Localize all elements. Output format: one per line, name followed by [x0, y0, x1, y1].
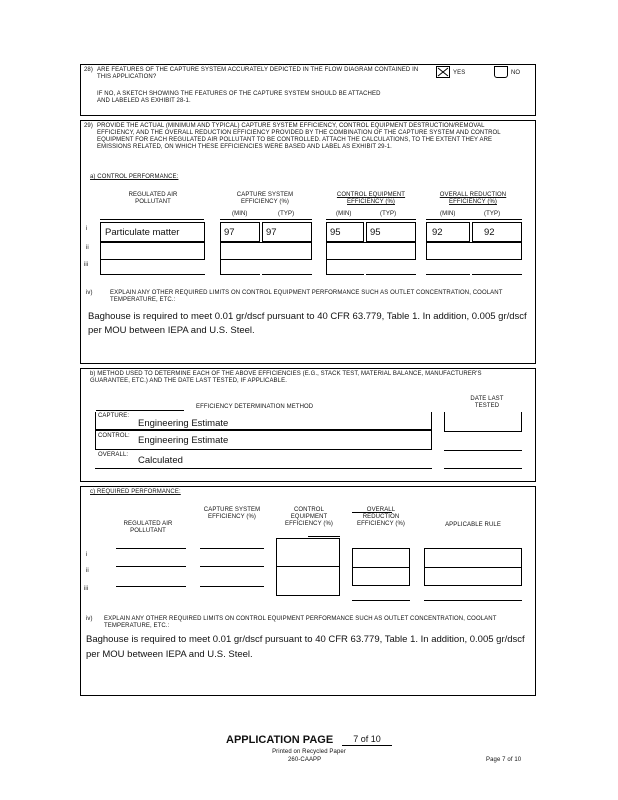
c-row-iii-pollutant[interactable] [116, 586, 186, 587]
row-iii-label: iii [84, 262, 89, 268]
row-iii-ovr-min[interactable] [426, 274, 470, 275]
ovr-min-header: (MIN) [440, 211, 456, 217]
date-last-tested-header: DATE LAST TESTED [470, 396, 504, 409]
q28-number: 28) [84, 67, 93, 73]
ctl-min-header: (MIN) [336, 211, 352, 217]
b-heading: b) METHOD USED TO DETERMINE EACH OF THE ABOVE EFFICIENCIES (E.G., STACK TEST, MATERIAL BALANCE, MANUFACTURER'S GUARANTEE, ETC.) AND THE DATE LAST TESTED, IF APPLICABLE. [90, 371, 482, 384]
a-iv-text: EXPLAIN ANY OTHER REQUIRED LIMITS ON CONTROL EQUIPMENT PERFORMANCE SUCH AS OUTLET CONCENTRATION, COOLANT TEMPERATURE, ETC.: [110, 290, 503, 303]
no-checkbox[interactable] [494, 66, 508, 78]
row-i-ovr-typ-value: 92 [484, 227, 495, 238]
row-iii-ovr-typ[interactable] [472, 274, 522, 275]
control-performance-heading: a) CONTROL PERFORMANCE: [90, 174, 179, 180]
c-iv-label: iv) [86, 616, 93, 622]
c-row-i-pollutant[interactable] [116, 548, 186, 549]
q28-question: ARE FEATURES OF THE CAPTURE SYSTEM ACCURATELY DEPICTED IN THE FLOW DIAGRAM CONTAINED IN THIS APPLICATION? [97, 67, 419, 80]
c-row-ii-rule[interactable] [424, 568, 522, 586]
row-i-label: i [86, 226, 88, 232]
control-label: CONTROL: [98, 433, 130, 439]
c-row-ii-label: ii [86, 568, 89, 574]
method-header: EFFICIENCY DETERMINATION METHOD [196, 404, 314, 410]
a-iv-label: iv) [86, 290, 93, 296]
form-id: 260-CAAPP [288, 757, 322, 763]
capture-method-value: Engineering Estimate [138, 418, 229, 429]
overall-date-field[interactable] [444, 468, 522, 469]
row-ii-label: ii [86, 245, 89, 251]
c-iv-answer: Baghouse is required to meet 0.01 gr/dscf pursuant to 40 CFR 63.779, Table 1. In addition, 0.005 gr/dscf per MOU between IEPA and U.S. Steel. [86, 634, 525, 660]
printed-on-recycled: Printed on Recycled Paper [272, 749, 346, 755]
q28-if-no: IF NO, A SKETCH SHOWING THE FEATURES OF THE CAPTURE SYSTEM SHOULD BE ATTACHED AND LABELED AS EXHIBIT 28-1. [97, 91, 381, 104]
c-pollutant-header: REGULATED AIR POLLUTANT [123, 521, 173, 534]
row-ii-cap[interactable] [220, 242, 312, 260]
ctl-typ-header: (TYP) [380, 211, 397, 217]
row-iii-ctl-typ[interactable] [366, 274, 416, 275]
pollutant-header: REGULATED AIR POLLUTANT [128, 192, 178, 205]
c-row-iii-rule[interactable] [424, 600, 522, 601]
row-iii-ctl-min[interactable] [326, 274, 364, 275]
row-ii-ctl[interactable] [326, 242, 416, 260]
overall-method-field[interactable] [95, 468, 432, 469]
c-row-iii-label: iii [84, 586, 89, 592]
row-iii-pollutant[interactable] [100, 274, 205, 275]
no-label: NO [511, 70, 521, 76]
row-iii-cap-min[interactable] [220, 274, 260, 275]
c-heading: c) REQUIRED PERFORMANCE: [90, 489, 181, 495]
c-row-ii-pollutant[interactable] [116, 566, 186, 567]
row-ii-ovr[interactable] [426, 242, 522, 260]
row-i-pollutant-value: Particulate matter [105, 227, 180, 238]
c-rule-header: APPLICABLE RULE [445, 522, 501, 528]
control-header: CONTROL EQUIPMENT EFFICIENCY (%) [336, 192, 406, 205]
c-row-ii-capture[interactable] [200, 566, 264, 567]
c-control-column[interactable] [276, 538, 340, 596]
yes-label: YES [453, 70, 466, 76]
row-i-ovr-typ[interactable] [472, 222, 522, 242]
row-i-cap-min-value: 97 [224, 227, 235, 238]
c-row-iii-capture[interactable] [200, 586, 264, 587]
yes-checkbox[interactable] [436, 66, 450, 78]
c-iv-text: EXPLAIN ANY OTHER REQUIRED LIMITS ON CONTROL EQUIPMENT PERFORMANCE SUCH AS OUTLET CONCENTRATION, COOLANT TEMPERATURE, ETC.: [104, 616, 497, 629]
overall-label: OVERALL: [98, 452, 129, 458]
row-iii-cap-typ[interactable] [262, 274, 312, 275]
application-page-number: 7 of 10 [353, 734, 381, 744]
c-row-i-label: i [86, 552, 88, 558]
q29-intro: PROVIDE THE ACTUAL (MINIMUM AND TYPICAL) CAPTURE SYSTEM EFFICIENCY, CONTROL EQUIPMENT DESTRUCTION/REMOVAL EFFICIENCY, AND THE OVERALL REDUCTION EFFICIENCY PROVIDED BY THE COMBINATION OF THE CAPTURE SYSTEM AND CONTROL EQUIPMENT FOR EACH REGULATED AIR POLLUTANT TO BE CONTROLLED. ATTACH THE CALCULATIONS, TO THE EXTENT THEY ARE EMISSIONS RELATED, ON WHICH THESE EFFICIENCIES WERE BASED AND LABEL AS EXHIBIT 29-1. [97, 123, 501, 150]
control-method-value: Engineering Estimate [138, 435, 229, 446]
a-iv-answer: Baghouse is required to meet 0.01 gr/dscf pursuant to 40 CFR 63.779, Table 1. In addition, 0.005 gr/dscf per MOU between IEPA and U.S. Steel. [88, 311, 527, 336]
row-ii-pollutant[interactable] [100, 242, 205, 260]
row-i-ovr-min-value: 92 [432, 227, 443, 238]
overall-header: OVERALL REDUCTION EFFICIENCY (%) [439, 192, 507, 205]
cap-min-header: (MIN) [232, 211, 248, 217]
overall-method-value: Calculated [138, 455, 183, 466]
c-overall-header: OVERALL REDUCTION EFFICIENCY (%) [357, 507, 405, 527]
c-control-header: CONTROL EQUIPMENT EFFICIENCY (%) [285, 507, 333, 527]
row-i-ctl-min-value: 95 [330, 227, 341, 238]
c-row-ii-overall[interactable] [352, 568, 410, 586]
c-row-i-overall[interactable] [352, 548, 410, 568]
q29-number: 29) [84, 123, 93, 129]
c-capture-header: CAPTURE SYSTEM EFFICIENCY (%) [203, 507, 261, 520]
capture-header: CAPTURE SYSTEM EFFICIENCY (%) [236, 192, 294, 205]
c-row-iii-overall[interactable] [352, 600, 410, 601]
cap-typ-header: (TYP) [278, 211, 295, 217]
row-i-cap-typ-value: 97 [266, 227, 277, 238]
capture-label: CAPTURE: [98, 413, 130, 419]
c-row-i-rule[interactable] [424, 548, 522, 568]
row-i-ctl-typ-value: 95 [370, 227, 381, 238]
application-page-label: APPLICATION PAGE [226, 734, 334, 746]
check-x-icon [437, 67, 449, 77]
page-of: Page 7 of 10 [486, 757, 522, 763]
control-date-field[interactable] [444, 450, 522, 451]
capture-date-field[interactable] [444, 412, 522, 432]
ovr-typ-header: (TYP) [484, 211, 501, 217]
c-row-i-capture[interactable] [200, 548, 264, 549]
